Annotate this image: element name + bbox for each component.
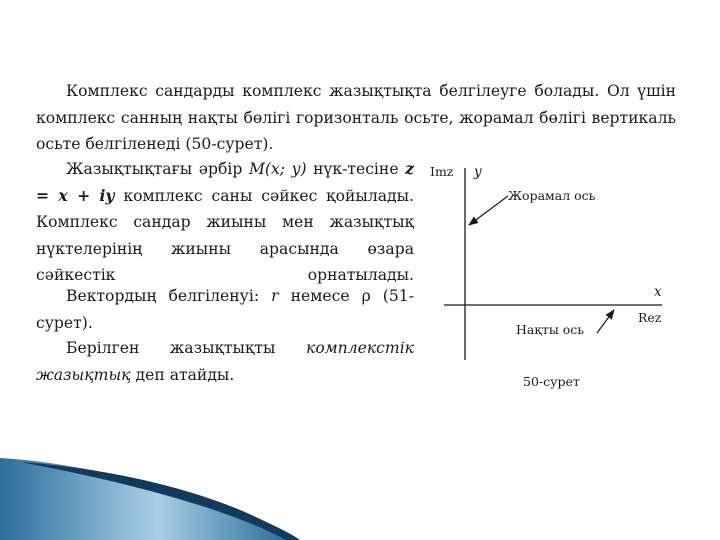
p2-text-b: нүк-тесіне (306, 160, 406, 178)
p3-text-b: немесе ρ (51-сурет). (36, 287, 414, 332)
vector-r-symbol: r (271, 287, 279, 305)
z-formula: z = x + iy (36, 159, 414, 205)
complex-plane-term: комплекстік жазықтық (36, 339, 414, 384)
p4-text-b: деп атайды. (130, 365, 235, 384)
p3-text-a: Вектордың белгіленуі: (66, 287, 272, 305)
re-z-label: Rez (638, 310, 662, 325)
band-shape-main (0, 458, 286, 540)
x-axis-label: x (654, 284, 662, 300)
p2-text-a: Жазықтықтағы әрбір (66, 160, 249, 178)
real-axis-label: Нақты ось (516, 322, 585, 337)
point-M-formula: M(x; y) (248, 160, 307, 178)
p2-text-c: комплекс саны сәйкес қойылады. Комплекс сандар жиыны мен жазықтық нүктелерінің жиыны арасында өзара сәйкестік орнатылады. (36, 186, 414, 284)
p4-text-a: Берілген жазықтықты (66, 339, 307, 357)
imaginary-axis-label: Жорамал ось (508, 188, 596, 203)
im-z-label: Imz (430, 164, 454, 179)
paragraph-intro-text: Комплекс сандарды комплекс жазықтықта белгілеуге болады. Ол үшін комплекс санның нақты бөлігі горизонталь осьте, жорамал бөлігі вертикаль осьте белгіленеді (50-сурет). (36, 82, 676, 153)
y-axis-label: y (474, 164, 482, 180)
figure-caption: 50-сурет (523, 374, 580, 389)
